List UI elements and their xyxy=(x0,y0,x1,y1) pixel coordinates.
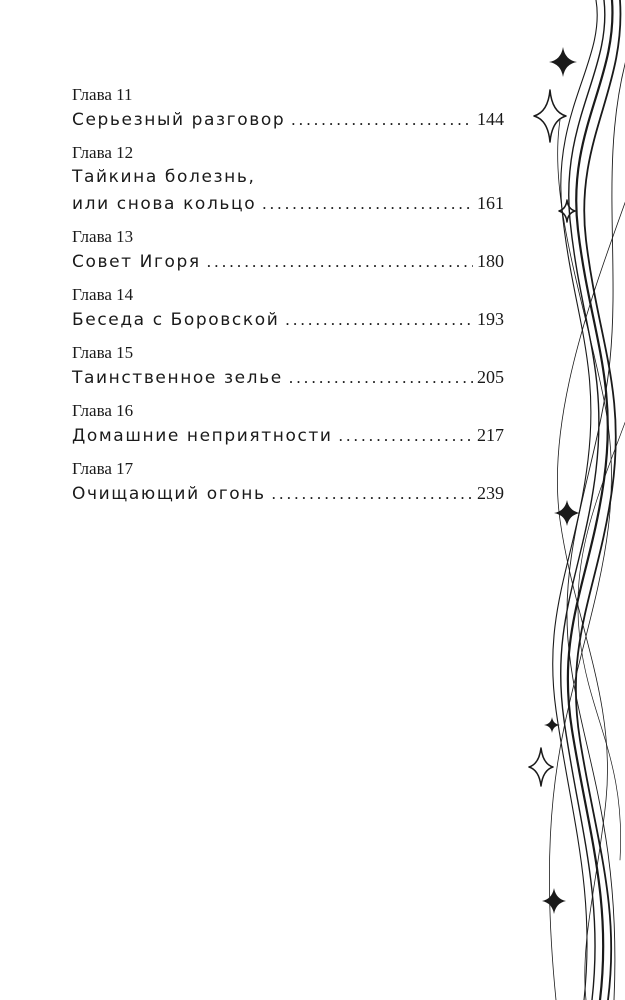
dot-leader xyxy=(289,365,473,391)
chapter-title: Серьезный разговор xyxy=(72,110,286,130)
chapter-label: Глава 11 xyxy=(72,85,133,104)
sparkle-icon xyxy=(542,888,566,914)
chapter-title-line: Тайкина болезнь, xyxy=(72,167,256,187)
wavy-line-8 xyxy=(578,420,625,860)
wavy-line-2 xyxy=(576,0,621,1000)
chapter-title-row xyxy=(72,364,504,390)
wavy-line-4 xyxy=(553,0,598,1000)
dot-leader xyxy=(272,481,473,507)
dot-leader xyxy=(291,107,473,133)
toc-entry-chapter-15[interactable] xyxy=(72,342,504,390)
toc-entry-chapter-12[interactable] xyxy=(72,142,504,216)
chapter-label: Глава 13 xyxy=(72,227,134,246)
wavy-line-1 xyxy=(568,0,613,1000)
chapter-title: Очищающий огонь xyxy=(72,484,266,504)
chapter-title-row xyxy=(72,106,504,132)
chapter-title: Совет Игоря xyxy=(72,252,201,272)
page-number: 239 xyxy=(477,483,504,503)
toc-entry-chapter-14[interactable] xyxy=(72,284,504,332)
chapter-label: Глава 16 xyxy=(72,401,134,420)
sparkle-icon xyxy=(549,47,577,77)
toc-entry-chapter-17[interactable] xyxy=(72,458,504,506)
sparkle-outline-icon xyxy=(534,90,566,142)
chapter-label: Глава 12 xyxy=(72,143,134,162)
wavy-line-3 xyxy=(561,0,605,1000)
page-number: 205 xyxy=(477,367,504,387)
chapter-title: Беседа с Боровской xyxy=(72,310,280,330)
page-number: 180 xyxy=(477,251,504,271)
sparkle-outline-icon xyxy=(559,200,575,222)
chapter-title-row xyxy=(72,480,504,506)
sparkle-icon xyxy=(544,717,560,733)
dot-leader xyxy=(285,307,473,333)
chapter-title-row xyxy=(72,306,504,332)
chapter-title-row xyxy=(72,190,504,216)
chapter-title: или снова кольцо xyxy=(72,194,257,214)
toc-entry-chapter-16[interactable] xyxy=(72,400,504,448)
chapter-title-row xyxy=(72,422,504,448)
chapter-label: Глава 17 xyxy=(72,459,134,478)
page-number: 161 xyxy=(477,193,504,213)
toc-entry-chapter-13[interactable] xyxy=(72,226,504,274)
dot-leader xyxy=(262,191,473,217)
wavy-line-6 xyxy=(557,200,625,1000)
table-of-contents xyxy=(72,84,504,516)
chapter-label: Глава 15 xyxy=(72,343,134,362)
toc-entry-chapter-11[interactable] xyxy=(72,84,504,132)
dot-leader xyxy=(339,423,473,449)
chapter-title-row xyxy=(72,248,504,274)
wavy-line-5 xyxy=(567,60,625,1000)
page-number: 217 xyxy=(477,425,504,445)
dot-leader xyxy=(207,249,473,275)
chapter-title: Домашние неприятности xyxy=(72,426,333,446)
page-number: 144 xyxy=(477,109,504,129)
page-number: 193 xyxy=(477,309,504,329)
sparkle-icon xyxy=(554,500,580,526)
wavy-line-7 xyxy=(549,120,611,1000)
sparkle-outline-icon xyxy=(529,748,553,786)
chapter-title: Таинственное зелье xyxy=(72,368,283,388)
chapter-label: Глава 14 xyxy=(72,285,134,304)
